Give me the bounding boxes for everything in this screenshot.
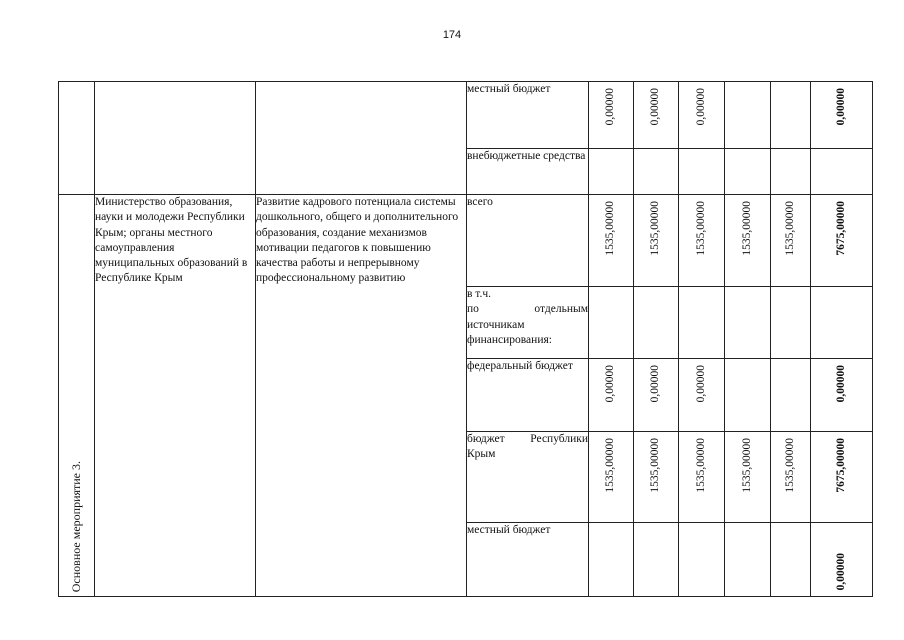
value-cell: 0,00000 bbox=[634, 82, 679, 149]
value-cell: 1535,00000 bbox=[634, 432, 679, 523]
value-cell bbox=[679, 149, 725, 195]
description-text: Развитие кадрового потенциала системы дошкольного, общего и дополнительного образования, создание механизмов мотивации педагогов к повышению качества работы и непрерывному профессиональному развитию bbox=[256, 196, 459, 285]
value-cell bbox=[771, 82, 811, 149]
page-number: 174 bbox=[442, 29, 462, 41]
source-cell: местный бюджет bbox=[467, 523, 589, 597]
value-cell bbox=[679, 287, 725, 359]
value-cell: 1535,00000 bbox=[725, 195, 771, 287]
value-cell: 1535,00000 bbox=[589, 195, 634, 287]
source-cell: местный бюджет bbox=[467, 82, 589, 149]
value-cell: 0,00000 bbox=[589, 82, 634, 149]
value-cell: 1535,00000 bbox=[679, 432, 725, 523]
budget-table bbox=[58, 81, 873, 597]
activity-label-cell bbox=[59, 195, 95, 597]
activity-label: Основное мероприятие 3. bbox=[68, 460, 83, 592]
value-cell: 1535,00000 bbox=[679, 195, 725, 287]
value-cell bbox=[725, 359, 771, 432]
label-cell bbox=[59, 82, 95, 195]
description-cell bbox=[256, 195, 467, 597]
value-cell bbox=[725, 523, 771, 597]
value-cell bbox=[771, 523, 811, 597]
total-cell: 0,00000 bbox=[811, 82, 873, 149]
total-cell bbox=[811, 149, 873, 195]
value-cell bbox=[725, 82, 771, 149]
table-row bbox=[59, 195, 873, 287]
table-row bbox=[59, 82, 873, 149]
value-cell bbox=[771, 149, 811, 195]
total-cell: 7675,00000 bbox=[811, 195, 873, 287]
value-cell bbox=[589, 149, 634, 195]
executor-cell bbox=[95, 82, 256, 195]
value-cell bbox=[679, 523, 725, 597]
value-cell bbox=[589, 523, 634, 597]
total-cell: 7675,00000 bbox=[811, 432, 873, 523]
value-cell bbox=[634, 523, 679, 597]
value-cell: 1535,00000 bbox=[771, 195, 811, 287]
value-cell bbox=[771, 359, 811, 432]
value-cell bbox=[725, 149, 771, 195]
source-cell: бюджет Республики Крым bbox=[467, 432, 589, 523]
source-cell: всего bbox=[467, 195, 589, 287]
total-cell bbox=[811, 287, 873, 359]
value-cell bbox=[771, 287, 811, 359]
value-cell: 1535,00000 bbox=[725, 432, 771, 523]
value-cell bbox=[634, 149, 679, 195]
total-cell: 0,00000 bbox=[811, 523, 873, 597]
value-cell: 0,00000 bbox=[679, 82, 725, 149]
source-cell: в т.ч. по отдельным источникам финансирования: bbox=[467, 287, 589, 359]
source-cell: внебюджетные средства bbox=[467, 149, 589, 195]
executor-text: Министерство образования, науки и молодежи Республики Крым; органы местного самоуправления муниципальных образований в Республике Крым bbox=[95, 196, 248, 285]
value-cell bbox=[634, 287, 679, 359]
total-cell: 0,00000 bbox=[811, 359, 873, 432]
value-cell: 0,00000 bbox=[589, 359, 634, 432]
value-cell: 0,00000 bbox=[679, 359, 725, 432]
value-cell: 1535,00000 bbox=[589, 432, 634, 523]
value-cell bbox=[725, 287, 771, 359]
value-cell: 1535,00000 bbox=[771, 432, 811, 523]
description-cell bbox=[256, 82, 467, 195]
value-cell: 0,00000 bbox=[634, 359, 679, 432]
value-cell bbox=[589, 287, 634, 359]
value-cell: 1535,00000 bbox=[634, 195, 679, 287]
executor-cell bbox=[95, 195, 256, 597]
source-cell: федеральный бюджет bbox=[467, 359, 589, 432]
